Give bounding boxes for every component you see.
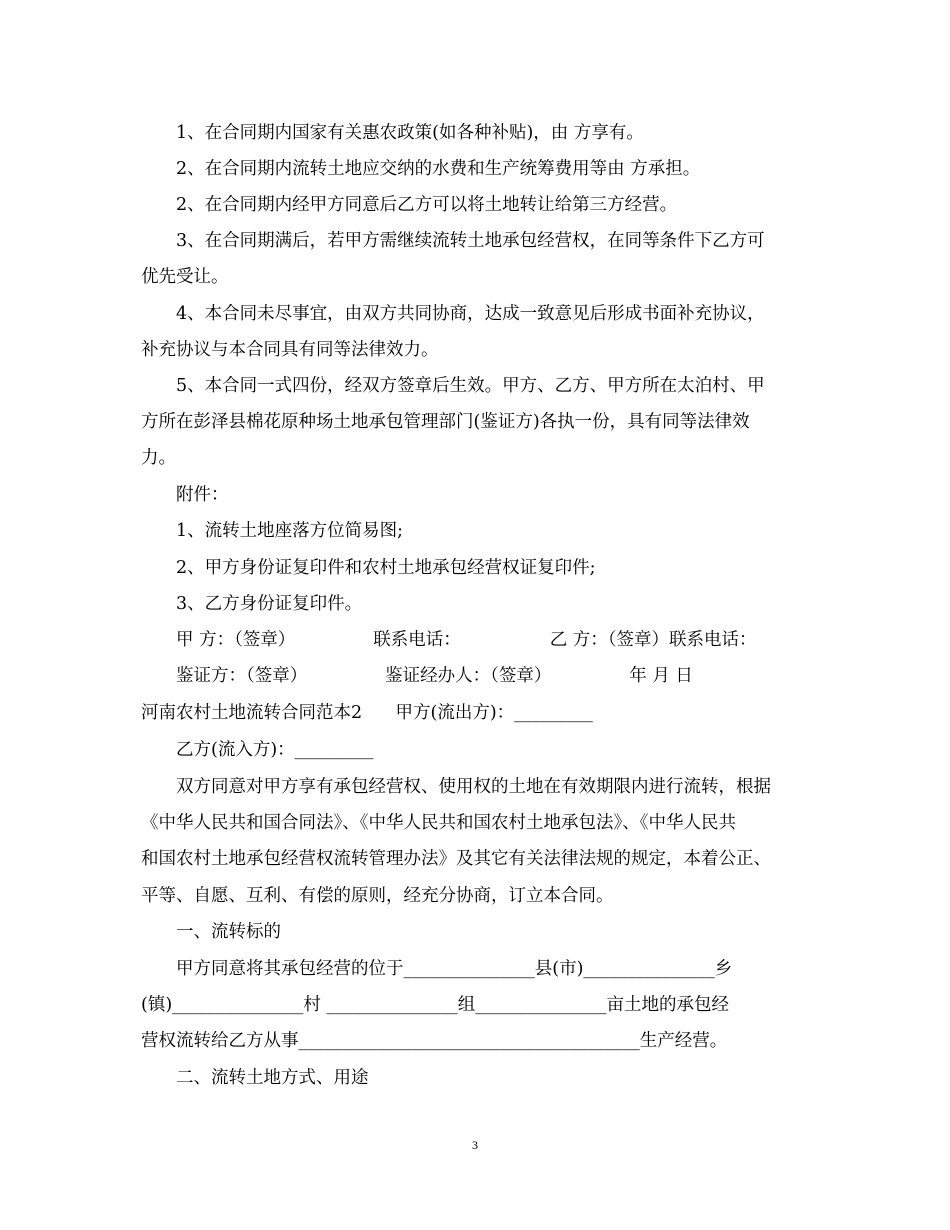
paragraph-line: 4、本合同未尽事宜，由双方共同协商，达成一致意见后形成书面补充协议， xyxy=(176,304,765,324)
attachment-item: 2、甲方身份证复印件和农村土地承包经营权证复印件; xyxy=(176,558,596,578)
paragraph-line: 2、在合同期内流转土地应交纳的水费和生产统筹费用等由 方承担。 xyxy=(176,159,701,179)
paragraph-line: 《中华人民共和国合同法》、《中华人民共和国农村土地承包法》、《中华人民共 xyxy=(141,813,736,833)
section-heading: 二、流转土地方式、用途 xyxy=(176,1068,369,1088)
paragraph-line: 补充协议与本合同具有同等法律效力。 xyxy=(141,340,439,360)
paragraph-line: 力。 xyxy=(141,448,176,468)
paragraph-line: 2、在合同期内经甲方同意后乙方可以将土地转让给第三方经营。 xyxy=(176,195,678,215)
paragraph-line: 平等、自愿、互利、有偿的原则，经充分协商，订立本合同。 xyxy=(141,886,614,906)
paragraph-line: 优先受让。 xyxy=(141,267,229,287)
signature-line: 鉴证方：（签章） 鉴证经办人：（签章） 年 月 日 xyxy=(176,666,693,686)
section-heading: 一、流转标的 xyxy=(176,922,281,942)
paragraph-line: (镇)_______________村 _______________组_______________亩土地的承包经 xyxy=(141,995,729,1015)
page-number: 3 xyxy=(472,1138,478,1152)
paragraph-line: 营权流转给乙方从事_______________________________________生产经营。 xyxy=(141,1031,728,1051)
paragraph-line: 甲方同意将其承包经营的位于_______________县(市)_______________乡 xyxy=(176,959,733,979)
paragraph-line: 双方同意对甲方享有承包经营权、使用权的土地在有效期限内进行流转，根据 xyxy=(176,777,771,797)
signature-line: 甲 方：（签章） 联系电话： 乙 方：（签章）联系电话： xyxy=(176,630,757,650)
attachment-item: 1、流转土地座落方位简易图; xyxy=(176,521,404,541)
contract-title-line: 河南农村土地流转合同范本2 甲方(流出方)：_________ xyxy=(141,703,593,723)
paragraph-line: 3、在合同期满后，若甲方需继续流转土地承包经营权，在同等条件下乙方可 xyxy=(176,231,765,251)
attachment-item: 3、乙方身份证复印件。 xyxy=(176,594,363,614)
party-line: 乙方(流入方)：_________ xyxy=(176,740,374,760)
paragraph-line: 和国农村土地承包经营权流转管理办法》及其它有关法律法规的规定，本着公正、 xyxy=(141,849,771,869)
paragraph-line: 1、在合同期内国家有关惠农政策(如各种补贴)，由 方享有。 xyxy=(176,123,644,143)
paragraph-line: 5、本合同一式四份，经双方签章后生效。甲方、乙方、甲方所在太泊村、甲 xyxy=(176,376,765,396)
attachment-heading: 附件： xyxy=(176,485,229,505)
paragraph-line: 方所在彭泽县棉花原种场土地承包管理部门(鉴证方)各执一份，具有同等法律效 xyxy=(141,412,750,432)
